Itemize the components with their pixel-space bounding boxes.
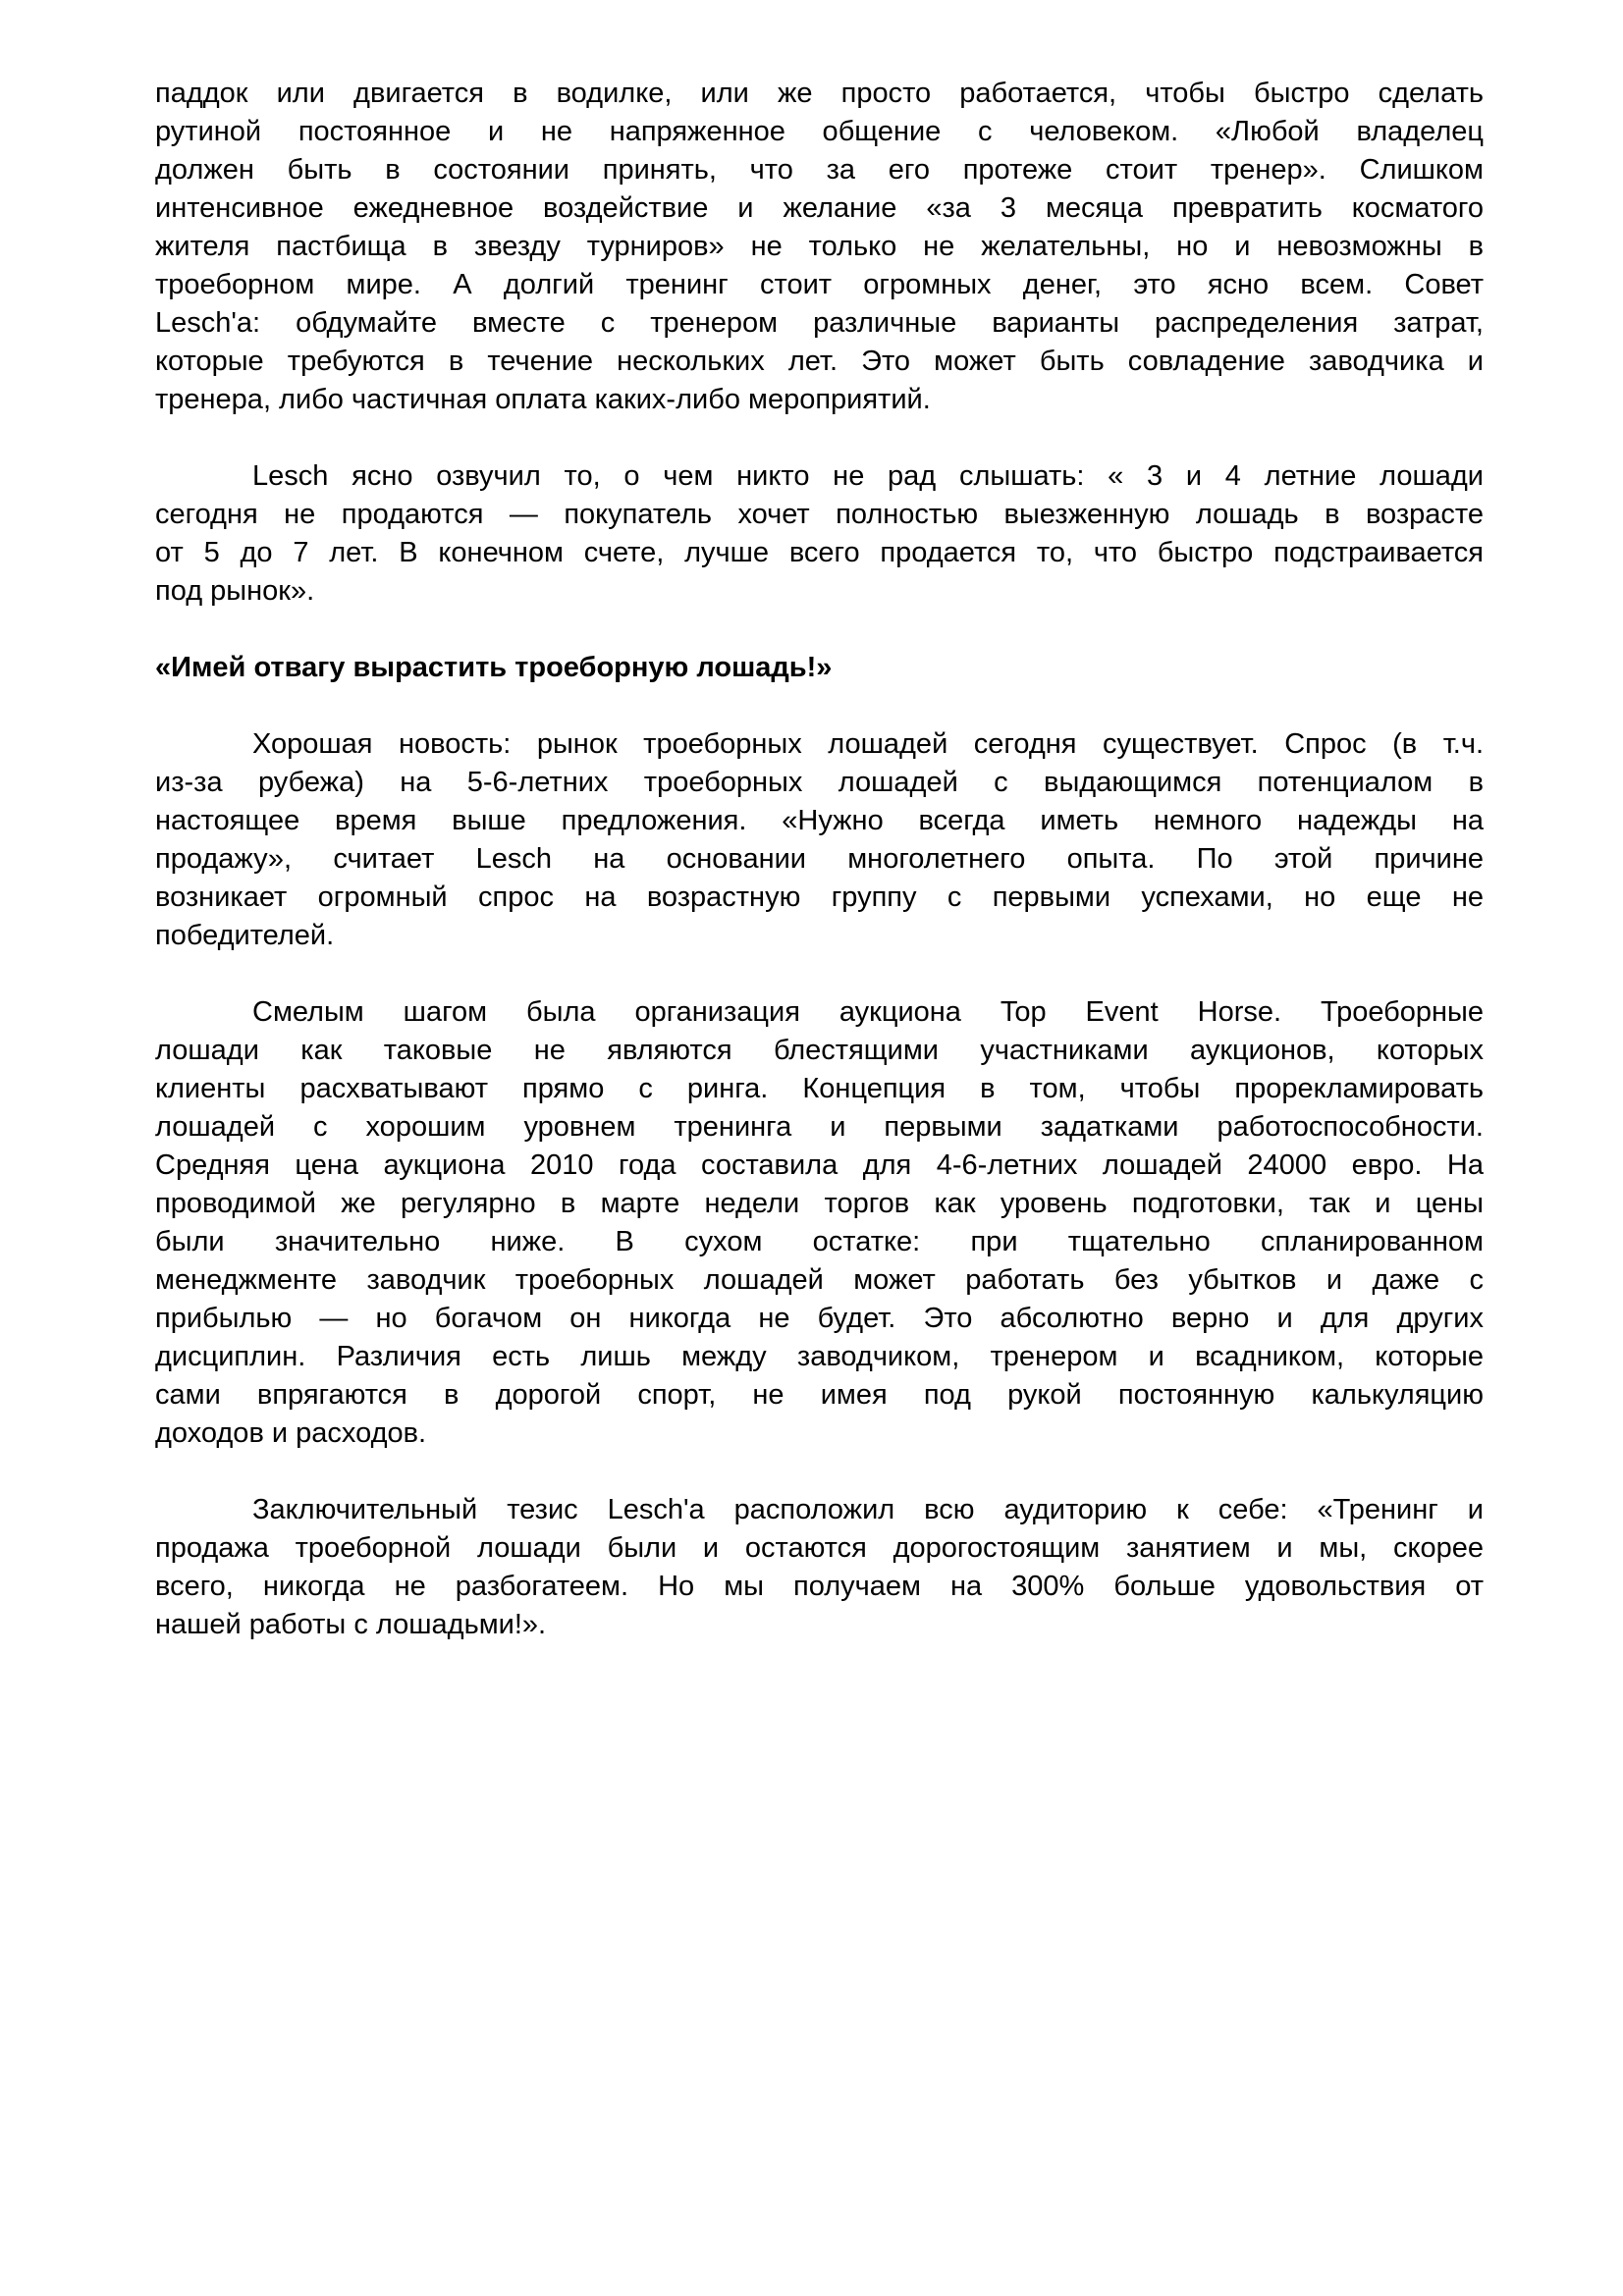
text-line: Средняя цена аукциона 2010 года составила для 4-6-летних лошадей 24000 евро. На: [155, 1149, 1484, 1181]
text-line: лошади как таковые не являются блестящими участниками аукционов, которых: [155, 1035, 1484, 1066]
text-line: из-за рубежа) на 5-6-летних троеборных лошадей с выдающимся потенциалом в: [155, 767, 1484, 798]
text-line: от 5 до 7 лет. В конечном счете, лучше всего продается то, что быстро подстраивается: [155, 537, 1484, 568]
text-line: были значительно ниже. В сухом остатке: при тщательно спланированном: [155, 1226, 1484, 1257]
text-line: сегодня не продаются — покупатель хочет полностью выезженную лошадь в возрасте: [155, 499, 1484, 530]
text-line: настоящее время выше предложения. «Нужно всегда иметь немного надежды на: [155, 805, 1484, 836]
text-line: троеборном мире. А долгий тренинг стоит огромных денег, это ясно всем. Совет: [155, 269, 1484, 300]
text-line: сами впрягаются в дорогой спорт, не имея под рукой постоянную калькуляцию: [155, 1379, 1484, 1411]
paragraph-5: [155, 1491, 1484, 1644]
section-heading: «Имей отвагу вырастить троеборную лошадь!»: [155, 652, 833, 683]
text-line: продажу», считает Lesch на основании многолетнего опыта. По этой причине: [155, 843, 1484, 875]
text-line: всего, никогда не разбогатеем. Но мы получаем на 300% больше удовольствия от: [155, 1571, 1484, 1602]
text-line: которые требуются в течение нескольких лет. Это может быть совладение заводчика и: [155, 346, 1484, 377]
text-line: доходов и расходов.: [155, 1417, 427, 1449]
text-line: Lesch ясно озвучил то, о чем никто не рад слышать: « 3 и 4 летние лошади: [252, 460, 1484, 492]
text-line: лошадей с хорошим уровнем тренинга и первыми задатками работоспособности.: [155, 1111, 1484, 1143]
text-line: проводимой же регулярно в марте недели торгов как уровень подготовки, так и цены: [155, 1188, 1484, 1219]
text-line: интенсивное ежедневное воздействие и желание «за 3 месяца превратить косматого: [155, 192, 1484, 224]
text-line: под рынок».: [155, 575, 315, 607]
text-line: рутиной постоянное и не напряженное общение с человеком. «Любой владелец: [155, 116, 1484, 147]
text-line: тренера, либо частичная оплата каких-либо мероприятий.: [155, 384, 931, 415]
text-line: жителя пастбища в звезду турниров» не только не желательны, но и невозможны в: [155, 231, 1484, 262]
text-line: паддок или двигается в водилке, или же просто работается, чтобы быстро сделать: [155, 78, 1484, 109]
text-line: Lesch'a: обдумайте вместе с тренером различные варианты распределения затрат,: [155, 307, 1484, 339]
text-line: победителей.: [155, 920, 335, 951]
paragraph-3: [155, 725, 1484, 955]
text-line: Смелым шагом была организация аукциона Top Event Horse. Троеборные: [252, 996, 1484, 1028]
text-line: клиенты расхватывают прямо с ринга. Концепция в том, чтобы прорекламировать: [155, 1073, 1484, 1104]
text-line: прибылью — но богачом он никогда не будет. Это абсолютно верно и для других: [155, 1303, 1484, 1334]
text-line: дисциплин. Различия есть лишь между заводчиком, тренером и всадником, которые: [155, 1341, 1484, 1372]
paragraph-2: [155, 457, 1484, 611]
paragraph-4: [155, 993, 1484, 1453]
text-line: нашей работы с лошадьми!».: [155, 1609, 547, 1640]
document-page: [155, 75, 1484, 1682]
text-line: продажа троеборной лошади были и остаются дорогостоящим занятием и мы, скорее: [155, 1532, 1484, 1564]
text-line: Хорошая новость: рынок троеборных лошадей сегодня существует. Спрос (в т.ч.: [252, 728, 1484, 760]
text-line: возникает огромный спрос на возрастную группу с первыми успехами, но еще не: [155, 881, 1484, 913]
text-line: Заключительный тезис Lesch'a расположил всю аудиторию к себе: «Тренинг и: [252, 1494, 1484, 1525]
text-line: менеджменте заводчик троеборных лошадей может работать без убытков и даже с: [155, 1264, 1484, 1296]
text-line: должен быть в состоянии принять, что за его протеже стоит тренер». Слишком: [155, 154, 1484, 186]
paragraph-1: [155, 75, 1484, 419]
